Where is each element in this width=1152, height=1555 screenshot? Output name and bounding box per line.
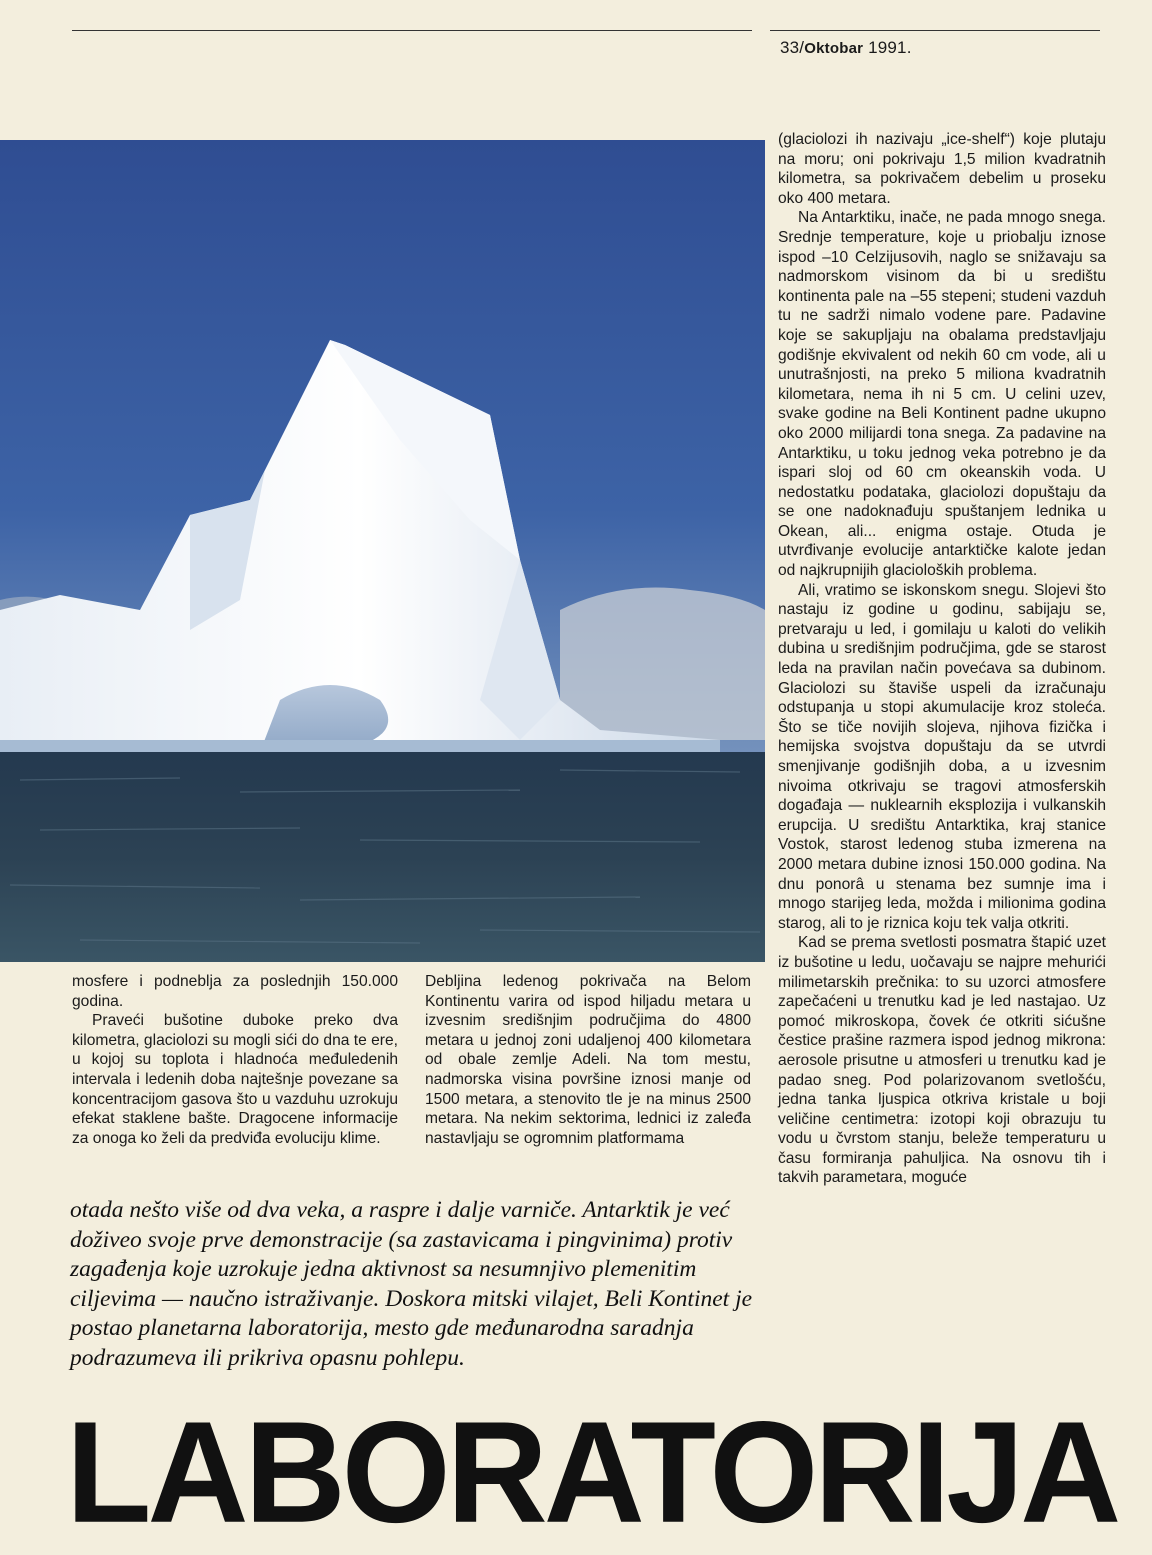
iceberg-photo: [0, 140, 765, 962]
issue-year: 1991.: [868, 38, 912, 57]
article-column-right: [778, 130, 1106, 1188]
issue-number: 33/: [780, 38, 805, 57]
paragraph: mosfere i podneblja za poslednjih 150.000 godina.: [72, 973, 398, 1010]
paragraph: Ali, vratimo se iskonskom snegu. Slojevi što nastaju iz godine u godinu, sabijaju se, pretvaraju u led, i gomilaju u kaloti do velikih dubina u središnjim područjima, gde se starost leda na pravilan način povećava sa dubinom. Glaciolozi su štaviše uspeli da izračunaju odstupanja u stopi akumulacije kroz stoleća. Što se tiče novijih slojeva, njihova fizička i hemijska svojstva dopuštaju da se utvrdi smenjivanje godišnjih doba, a u izvesnim nivoima otkrivaju se tragovi atmosferskih događaja — nuklearnih eksplozija i vulkanskih erupcija. U središtu Antarktika, kraj stanice Vostok, starost ledenog stuba izmerena na 2000 metara dubine iznosi 150.000 godina. Na dnu ponorâ u stenama bez sumnje ima i mnogo starijeg leda, možda i milionima godina starog, ali to je riznica koju tek valja otkriti.: [778, 581, 1106, 932]
paragraph: (glaciolozi ih nazivaju „ice-shelf“) koje plutaju na moru; oni pokrivaju 1,5 milion kvadratnih kilometra, sa pokrivačem debelim u proseku oko 400 metara.: [778, 131, 1106, 207]
issue-header: [780, 38, 912, 58]
paragraph: Praveći bušotine duboke preko dva kilometra, glaciolozi su mogli sići do dna te ere, u kojoj su toplota i hladnoća međuledenih intervala i ledenih doba najtešnje povezane sa koncentracijom gasova što u vazduhu uzrokuju efekat staklene bašte. Dragocene informacije za onoga ko želi da predviđa evoluciju klime.: [72, 1012, 398, 1147]
paragraph: Kad se prema svetlosti posmatra štapić uzet iz bušotine u ledu, uočavaju se najpre mehurići milimetarskih prečnika: to su uzorci atmosfere zapečaćeni u trenutku kad je led nastajao. Uz pomoć mikroskopa, čovek će otkriti sićušne čestice prašine razmera ispod jednog mikrona: aerosole prisutne u atmosferi u trenutku kad je padao sneg. Pod polarizovanom svetlošću, jedna tanka ljuspica otkriva kristale u boji veličine centimetra: izotopi koji obrazuju tu vodu u čvrstom stanju, beleže temperaturu u času formiranja pahuljica. Na osnovu tih i takvih parametara, moguće: [778, 934, 1106, 1187]
paragraph: Na Antarktiku, inače, ne pada mnogo snega. Srednje temperature, koje u priobalju iznose ispod –10 Celzijusovih, naglo se snižavaju sa nadmorskom visinom da bi u središtu kontinenta pale na –55 stepeni; studeni vazduh tu ne sadrži nimalo vodene pare. Padavine koje se sakupljaju na obalama predstavljaju godišnje ekvivalent od nekih 60 cm vode, ali u unutrašnjosti, na preko 5 miliona kvadratnih kilometara, nema ih ni 5 cm. U celini uzev, svake godine na Beli Kontinent padne ukupno oko 2000 milijardi tona snega. Za padavine na Antarktiku, u toku jednog veka potrebno je da ispari sloj od 60 cm okeanskih voda. U nedostatku podataka, glaciolozi dopuštaju da se one nadoknađuju spuštanjem lednika u Okean, ali... enigma ostaje. Otuda je utvrđivanje evolucije antarktičke kalote jedan od najkrupnijih glacioloških problema.: [778, 209, 1106, 580]
article-title: LABORATORIJA: [66, 1390, 1118, 1553]
paragraph: Debljina ledenog pokrivača na Belom Kontinentu varira od ispod hiljadu metara u izvesnim središnjim područjima do 4800 metara u jednoj zoni udaljenoj 400 kilometara od obale zemlje Adeli. Na tom mestu, nadmorska visina površine iznosi manje od 1500 metara, a stenovito tle je na minus 2500 metara. Na nekim sektorima, lednici iz zaleđa nastavljaju se ogromnim platformama: [425, 973, 751, 1147]
article-column-middle: [425, 972, 751, 1148]
top-rule-right: [770, 30, 1100, 31]
issue-month: Oktobar: [804, 40, 864, 57]
lead-paragraph: otada nešto više od dva veka, a raspre i dalje varniče. Antarktik je već doživeo svoje prve demonstracije (sa zastavicama i pingvinima) protiv zagađenja koje uzrokuje jedna aktivnost sa nesumnjivo plemenitim ciljevima — naučno istraživanje. Doskora mitski vilajet, Beli Kontinet je postao planetarna laboratorija, mesto gde međunarodna saradnja podrazumeva ili prikriva opasnu pohlepu.: [70, 1197, 753, 1371]
top-rule: [72, 30, 752, 31]
article-column-left: [72, 972, 398, 1148]
